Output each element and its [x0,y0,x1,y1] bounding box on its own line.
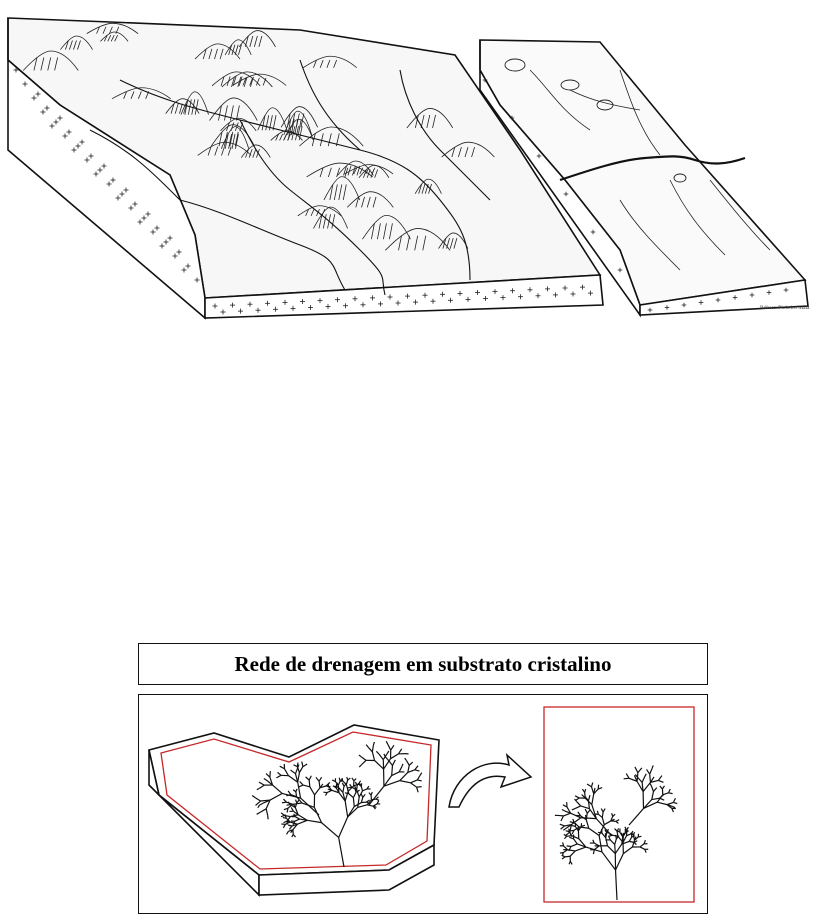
drainage-channel [651,786,653,791]
drainage-channel [660,795,664,798]
drainage-channel [632,840,634,847]
drainage-channel [640,844,644,847]
drainage-channel [570,851,575,856]
drainage-channel [673,798,675,802]
drainage-channel [653,788,656,792]
drainage-channel [662,786,664,789]
drainage-channel [617,831,618,836]
drainage-channel [574,839,578,844]
drainage-channel [598,814,602,817]
drainage-channel [581,818,597,819]
drainage-channel [342,778,343,781]
warped-block-top [149,725,439,875]
drainage-channel [652,798,660,799]
drainage-channel [623,847,632,854]
drainage-channel [652,792,654,800]
drainage-channel [638,768,642,773]
drainage-channel [615,839,617,844]
drainage-channel [643,782,650,791]
plain-surface [480,40,805,305]
drainage-channel [319,781,320,788]
drainage-channel [604,821,611,825]
drainage-channel [627,827,629,830]
drainage-channel [652,765,653,768]
drainage-channel [607,846,615,854]
drainage-channel [616,870,617,900]
drainage-channel [629,841,634,842]
drainage-channel [613,814,616,816]
drainage-channel [588,795,590,801]
drainage-channel [567,846,571,847]
drainage-channel [565,832,569,836]
drainage-channel [658,780,663,782]
drainage-channel [572,809,575,810]
drainage-channel [626,774,629,779]
drainage-channel [650,769,652,775]
dendritic-network-extracted [555,765,677,900]
drainage-channel [417,787,422,788]
drainage-channel [575,847,586,851]
drainage-channel [563,813,570,816]
drainage-channel [585,789,586,792]
drainage-channel [562,809,565,811]
drainage-channel [602,852,616,870]
drainage-channel [569,861,570,864]
drainage-channel [629,837,632,841]
drainage-channel [592,805,597,819]
drainage-channel [616,821,619,823]
drainage-channel [667,802,673,804]
drainage-channel [645,774,647,777]
drainage-channel [634,842,636,844]
figure-title-box [138,643,708,685]
drainage-channel [673,802,677,803]
figure-title: Rede de drenagem em substrato cristalino [234,651,612,676]
drainage-channel [561,816,564,821]
drainage-channel [569,837,573,838]
drainage-channel [638,777,642,782]
drainage-channel [602,812,603,817]
drainage-channel [668,789,670,793]
curved-arrow-icon [449,755,531,807]
drainage-channel [660,798,665,800]
drainage-channel [672,806,675,807]
drainage-channel [309,780,310,787]
drainage-channel [615,844,622,853]
drainage-channel [658,776,662,781]
drainage-channel [565,856,570,857]
drainage-channel [647,769,650,774]
drainage-channel [668,793,672,794]
drainage-channel [638,836,641,837]
drainage-channel [592,794,594,805]
drainage-channel [593,850,594,854]
drainage-channel [657,802,667,804]
drainage-channel [575,806,581,809]
drainage-channel [606,838,608,846]
drainage-channel [586,815,587,820]
drainage-channel [392,765,393,775]
drainage-channel [296,792,297,797]
drainage-channel [644,802,658,808]
drainage-channel [634,832,635,835]
drainage-channel [563,828,566,830]
drainage-channel [603,809,605,812]
drainage-channel [602,817,604,824]
drainage-channel [575,796,579,798]
drainage-channel [635,767,638,773]
drainage-channel [353,798,354,807]
drainage-channel [650,783,651,786]
drainage-channel [587,784,591,787]
drainage-channel [615,844,616,853]
drainage-channel [640,847,645,849]
drainage-channel [591,782,592,786]
drainage-channel [589,828,599,835]
drainage-channel [624,778,630,779]
drainage-channel [560,824,565,826]
drainage-channel [663,793,669,795]
drainage-channel [586,820,588,829]
drainage-channel [616,854,624,870]
drainage-channel [599,836,602,852]
drainage-channel [650,774,651,782]
drainage-channel [571,844,577,847]
drainage-channel [627,834,632,836]
sedimentary-plain-block [470,30,825,320]
drainage-channel [610,840,614,845]
drainage-channel [561,826,565,829]
illustration-credit: Róbson Pinheiro Maia [760,305,810,311]
drainage-channel [667,805,672,807]
drainage-channel [629,808,644,825]
drainage-channel [328,784,329,787]
drainage-channel [587,810,590,813]
drainage-channel [585,809,587,813]
drainage-channel [642,777,645,783]
drainage-channel [581,806,590,809]
drainage-channel [577,802,581,806]
drainage-diagram-panel [138,694,708,914]
